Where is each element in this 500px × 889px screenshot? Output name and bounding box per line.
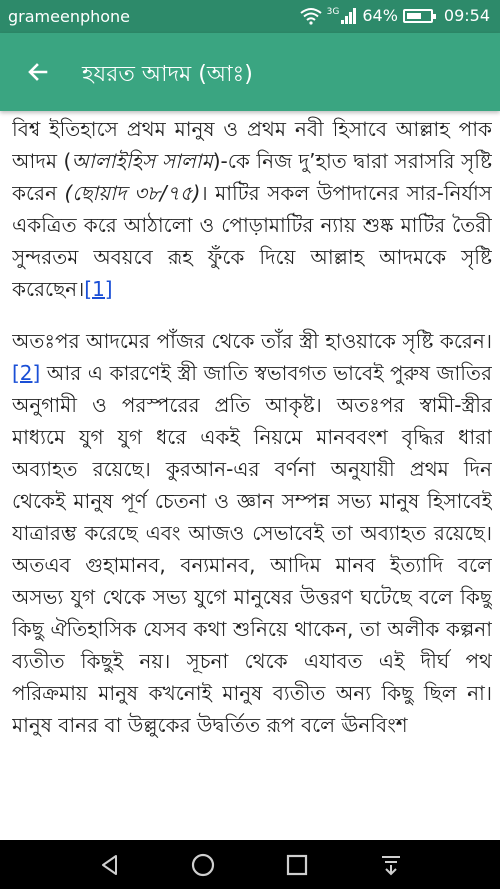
wifi-icon [300, 7, 322, 25]
article-paragraph [12, 325, 492, 741]
nav-recents-button[interactable] [275, 847, 319, 883]
arrow-back-icon [26, 60, 50, 84]
article-paragraph [12, 113, 492, 305]
citation-text: (ছোয়াদ ৩৮/৭৫) [64, 181, 201, 205]
paragraph-text: )-কে নিজ দু’হাত দ্বারা সরাসরি সৃষ্টি করেন [12, 149, 492, 205]
home-circle-icon [190, 852, 216, 878]
paragraph-text: । মাটির সকল উপাদানের সার-নির্যাস একত্রিত করে আঠালো ও পোড়ামাটির ন্যায় শুষ্ক মাটির তৈরী সুন্দরতম অবয়বে রূহ ফুঁকে দিয়ে আল্লাহ আদমকে সৃষ্টি করেছেন। [12, 181, 492, 301]
battery-percent: 64% [362, 6, 398, 25]
paragraph-text: আর এ কারণেই স্ত্রী জাতি স্বভাবগত ভাবেই পুরুষ জাতির অনুগামী ও পরস্পরের প্রতি আকৃষ্ট। অতঃপর স্বামী-স্ত্রীর মাধ্যমে যুগ যুগ ধরে একই নিয়মে মানববংশ বৃদ্ধির ধারা অব্যাহত রয়েছে। কুরআন-এর বর্ণনা অনুযায়ী প্রথম দিন থেকেই মানুষ পূর্ণ চেতনা ও জ্ঞান সম্পন্ন সভ্য মানুষ হিসাবেই যাত্রারম্ভ করেছে এবং আজও সেভাবেই তা অব্যাহত রয়েছে। অতএব গুহামানব, বন্যমানব, আদিম মানব ইত্যাদি বলে অসভ্য যুগ থেকে সভ্য যুগে মানুষের উত্তরণ ঘটেছে বলে কিছু কিছু ঐতিহাসিক যেসব কথা শুনিয়ে থাকেন, তা অলীক কল্পনা ব্যতীত কিছুই নয়। সূচনা থেকে এযাবত এই দীর্ঘ পথ পরিক্রমায় মানুষ কখনোই মানুষ ব্যতীত অন্য কিছু ছিল না। মানুষ বানর বা উল্লুকের উদ্বর্তিত রূপ বলে ঊনবিংশ [12, 361, 492, 737]
status-bar [0, 0, 500, 33]
paragraph-text: বিশ্ব ইতিহাসে প্রথম মানুষ ও প্রথম নবী হিসাবে আল্লাহ পাক আদম ( [12, 117, 492, 173]
clock: 09:54 [443, 6, 490, 25]
recents-square-icon [285, 853, 309, 877]
footnote-link-2[interactable]: [2] [12, 361, 41, 385]
network-type: 3G [326, 6, 340, 17]
back-triangle-icon [98, 853, 122, 877]
status-icons [300, 6, 490, 25]
nav-back-button[interactable] [88, 847, 132, 883]
nav-notifications-button[interactable] [369, 847, 413, 883]
app-bar [0, 33, 500, 111]
battery-level [407, 13, 421, 19]
carrier-name: grameenphone [8, 7, 131, 26]
page-title: হযরত আদম (আঃ) [82, 62, 253, 87]
navigation-bar [0, 840, 500, 889]
article-content[interactable] [12, 113, 492, 840]
footnote-link-1[interactable]: [1] [84, 277, 113, 301]
notifications-down-icon [379, 853, 403, 877]
paragraph-text: অতঃপর আদমের পাঁজর থেকে তাঁর স্ত্রী হাওয়াকে সৃষ্টি করেন। [12, 329, 492, 353]
nav-home-button[interactable] [181, 847, 225, 883]
back-button[interactable] [14, 50, 62, 94]
paragraph-italic-text: আলাইহিস সালাম [71, 149, 213, 173]
signal-icon [341, 8, 357, 24]
battery-icon [403, 9, 433, 23]
